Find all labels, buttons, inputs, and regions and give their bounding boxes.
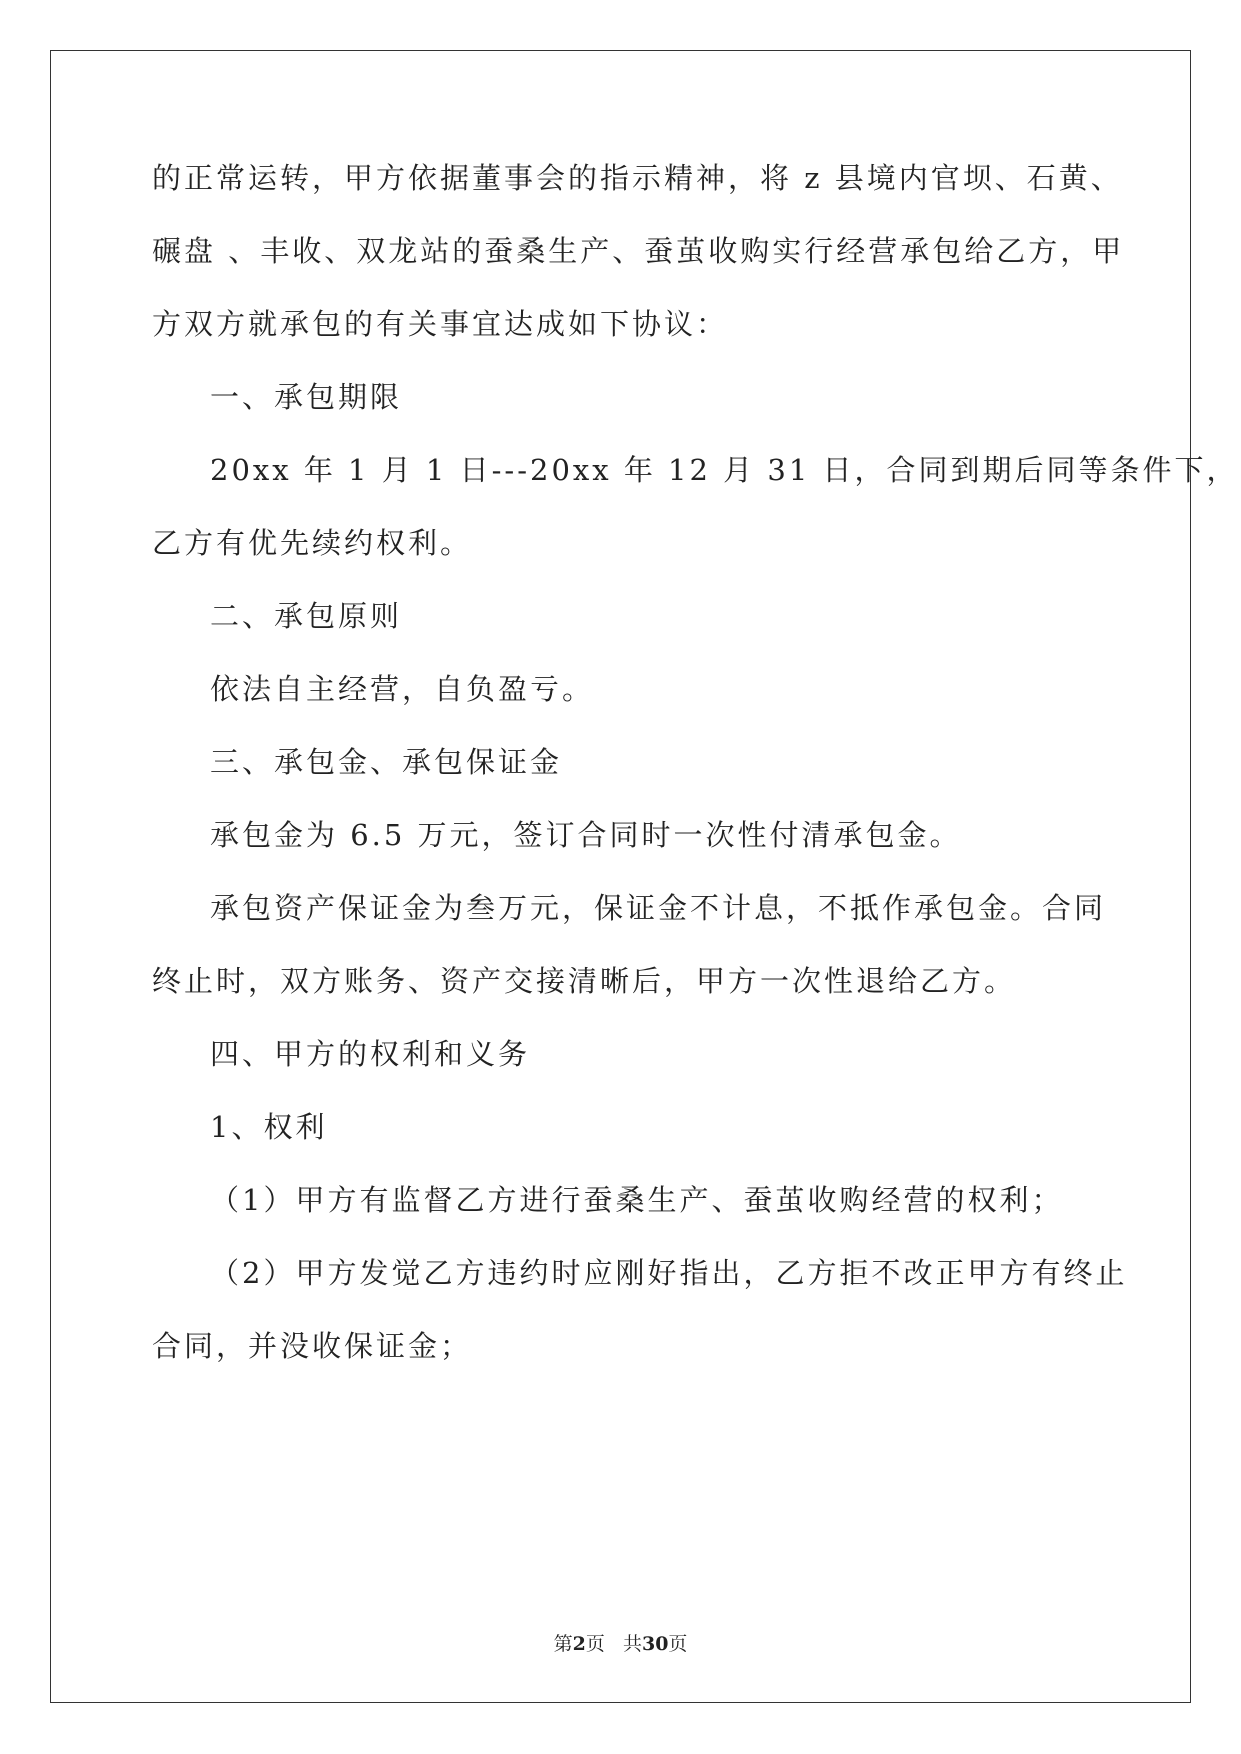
footer-page-suffix: 页 bbox=[585, 1633, 605, 1655]
text-line: 方双方就承包的有关事宜达成如下协议： bbox=[152, 307, 729, 341]
footer-prefix: 第 bbox=[553, 1633, 573, 1655]
text-line: 合同，并没收保证金； bbox=[152, 1329, 473, 1363]
subsection-heading: 1、权利 bbox=[210, 1110, 328, 1144]
total-page-count: 30 bbox=[641, 1633, 669, 1655]
page-border bbox=[50, 50, 1191, 1703]
section-heading-3: 三、承包金、承包保证金 bbox=[210, 745, 563, 779]
text-line: 乙方有优先续约权利。 bbox=[152, 526, 473, 560]
page-footer bbox=[0, 1632, 1241, 1656]
text-line: 承包金为 6.5 万元，签订合同时一次性付清承包金。 bbox=[210, 818, 962, 852]
list-item: （2）甲方发觉乙方违约时应刚好指出，乙方拒不改正甲方有终止 bbox=[210, 1256, 1128, 1290]
footer-total-prefix: 共 bbox=[622, 1633, 642, 1655]
text-line: 依法自主经营，自负盈亏。 bbox=[210, 672, 595, 706]
list-item: （1）甲方有监督乙方进行蚕桑生产、蚕茧收购经营的权利； bbox=[210, 1183, 1064, 1217]
text-line: 承包资产保证金为叁万元，保证金不计息，不抵作承包金。合同 bbox=[210, 891, 1107, 925]
text-line: 20xx 年 1 月 1 日---20xx 年 12 月 31 日，合同到期后同等条件下， bbox=[210, 453, 1239, 487]
text-line: 的正常运转，甲方依据董事会的指示精神，将 z 县境内官坝、石黄、 bbox=[152, 161, 1123, 195]
section-heading-4: 四、甲方的权利和义务 bbox=[210, 1037, 531, 1071]
section-heading-2: 二、承包原则 bbox=[210, 599, 403, 633]
section-heading-1: 一、承包期限 bbox=[210, 380, 403, 414]
current-page-number: 2 bbox=[572, 1633, 586, 1655]
text-line: 终止时，双方账务、资产交接清晰后，甲方一次性退给乙方。 bbox=[152, 964, 1017, 998]
text-line: 碾盘 、丰收、双龙站的蚕桑生产、蚕茧收购实行经营承包给乙方，甲 bbox=[152, 234, 1125, 268]
footer-total-suffix: 页 bbox=[668, 1633, 688, 1655]
